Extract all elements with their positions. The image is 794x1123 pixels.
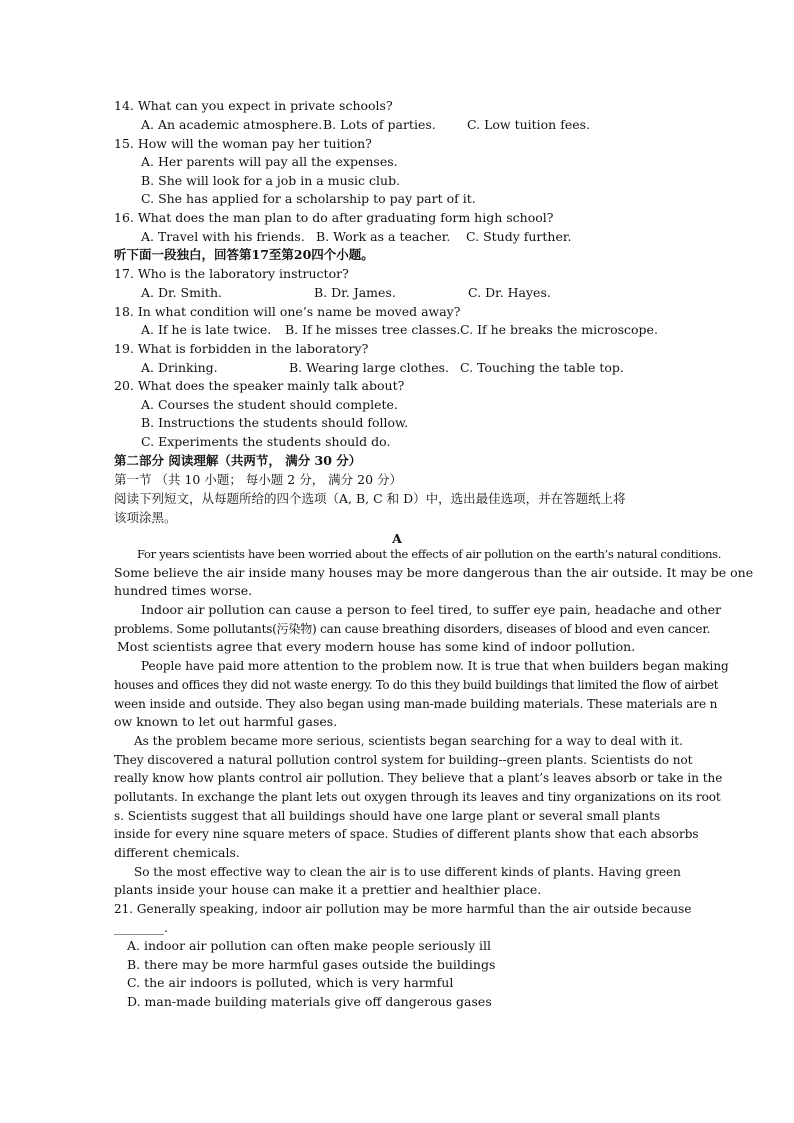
passage-line: houses and offices they did not waste energy. To do this they build buildings that limited the flow of airbet [114,678,719,692]
q17-option-b: B. Dr. James. [314,285,396,300]
directions-line-2: 该项涂黑。 [114,510,177,525]
passage-line: different chemicals. [114,845,240,860]
q17-option-c: C. Dr. Hayes. [468,285,551,300]
section-one-header: 第一节 （共 10 小题； 每小题 2 分， 满分 20 分） [114,472,403,487]
passage-line: plants inside your house can make it a prettier and healthier place. [114,882,542,897]
passage-line: As the problem became more serious, scientists began searching for a way to deal with it. [134,734,683,748]
passage-line: really know how plants control air pollution. They believe that a plant’s leaves absorb or take in the [114,771,723,785]
q20-option-c: C. Experiments the students should do. [141,434,391,449]
q19-option-b: B. Wearing large clothes. [289,360,449,375]
q18-option-c: C. If he breaks the microscope. [460,322,658,337]
passage-line: Most scientists agree that every modern house has some kind of indoor pollution. [117,639,636,654]
q15-option-c: C. She has applied for a scholarship to pay part of it. [141,191,476,206]
q15-option-a: A. Her parents will pay all the expenses. [141,154,398,169]
passage-line: People have paid more attention to the problem now. It is true that when builders began making [141,659,729,673]
passage-line: pollutants. In exchange the plant lets out oxygen through its leaves and tiny organizations on its root [114,790,721,804]
q20-option-a: A. Courses the student should complete. [141,397,398,412]
passage-line: They discovered a natural pollution control system for building--green plants. Scientists do not [114,753,693,767]
passage-line: problems. Some pollutants(污染物) can cause breathing disorders, diseases of blood and even cancer. [114,622,711,636]
question-19-stem: 19. What is forbidden in the laboratory? [114,341,369,356]
question-17-stem: 17. Who is the laboratory instructor? [114,266,349,281]
passage-label: A [392,531,402,546]
q19-option-c: C. Touching the table top. [460,360,624,375]
q21-option-a: A. indoor air pollution can often make people seriously ill [127,938,491,953]
q21-option-b: B. there may be more harmful gases outside the buildings [127,957,496,972]
q18-option-a: A. If he is late twice. [141,322,272,337]
q18-option-b: B. If he misses tree classes. [285,322,461,337]
question-15-stem: 15. How will the woman pay her tuition? [114,136,372,151]
passage-line: Indoor air pollution can cause a person to feel tired, to suffer eye pain, headache and other [141,602,722,617]
part-two-title: 第二部分 阅读理解（共两节， 满分 30 分） [114,453,362,468]
passage-line: inside for every nine square meters of space. Studies of different plants show that each absorbs [114,827,699,841]
q21-answer-blank: ________. [114,920,168,935]
passage-line: ween inside and outside. They also began using man-made building materials. These materials are n [114,697,718,711]
q16-option-a: A. Travel with his friends. [141,229,305,244]
q20-option-b: B. Instructions the students should follow. [141,415,409,430]
directions-line-1: 阅读下列短文，从每题所给的四个选项（A, B, C 和 D）中，选出最佳选项，并在答题纸上将 [114,491,626,506]
q14-option-c: C. Low tuition fees. [467,117,591,132]
q21-option-d: D. man-made building materials give off dangerous gases [127,994,492,1009]
q14-option-a: A. An academic atmosphere. [141,117,323,132]
passage-line: Some believe the air inside many houses may be more dangerous than the air outside. It may be one [114,565,754,580]
q16-option-b: B. Work as a teacher. [316,229,451,244]
monologue-instruction: 听下面一段独白，回答第17至第20四个小题。 [114,247,374,262]
passage-line: ow known to let out harmful gases. [114,714,338,729]
passage-line: s. Scientists suggest that all buildings should have one large plant or several small plants [114,809,661,823]
q15-option-b: B. She will look for a job in a music club. [141,173,401,188]
question-14-stem: 14. What can you expect in private schools? [114,98,393,113]
passage-line: hundred times worse. [114,583,253,598]
q21-option-c: C. the air indoors is polluted, which is very harmful [127,975,454,990]
question-20-stem: 20. What does the speaker mainly talk about? [114,378,405,393]
passage-line: So the most effective way to clean the air is to use different kinds of plants. Having green [134,865,681,879]
question-21-stem: 21. Generally speaking, indoor air pollution may be more harmful than the air outside because [114,902,692,916]
q14-option-b: B. Lots of parties. [323,117,436,132]
q17-option-a: A. Dr. Smith. [141,285,223,300]
passage-line: For years scientists have been worried about the effects of air pollution on the earth’s natural conditions. [137,547,722,561]
q16-option-c: C. Study further. [466,229,572,244]
question-18-stem: 18. In what condition will one’s name be moved away? [114,304,461,319]
question-16-stem: 16. What does the man plan to do after graduating form high school? [114,210,554,225]
q19-option-a: A. Drinking. [141,360,218,375]
